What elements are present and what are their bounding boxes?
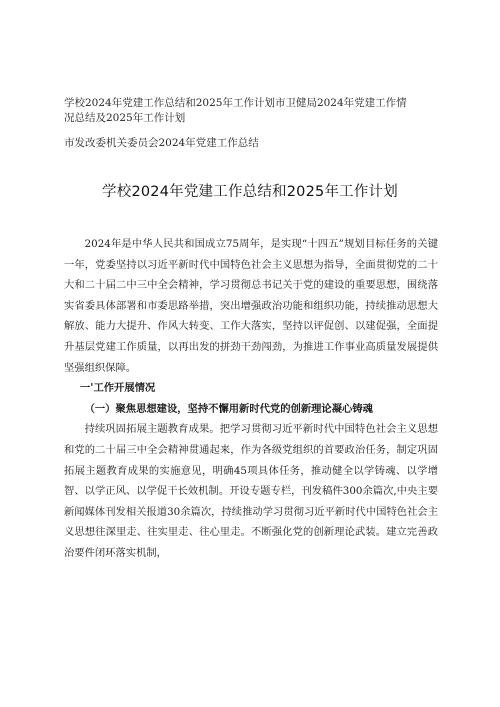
related-documents-list (64, 96, 444, 151)
body-paragraph: 持续巩固拓展主题教育成果。把学习贯彻习近平新时代中国特色社会主义思想和党的二十届三中全会精神贯通起来，作为各级党组织的首要政治任务，制定巩固拓展主题教育成果的实施意见，明确45项具体任务，推动健全以学铸魂、以学增智、以学正风、以学促干长效机制。开设专题专栏，刊发稿件300余篇次,中央主要新闻媒体刊发相关报道30余篇次，持续推动学习贯彻习近平新时代中国特色社会主义思想往深里走、往实里走、往心里走。不断强化党的创新理论武装。建立完善政治要件闭环落实机制， (64, 423, 438, 559)
subsection-heading: （一）聚焦思想建设，坚持不懈用新时代党的创新理论凝心铸魂 (84, 402, 373, 415)
section-heading: 一'工作开展情况 (80, 382, 156, 395)
intro-paragraph: 2024年是中华人民共和国成立75周年，是实现“十四五”规划目标任务的关键一年，党委坚持以习近平新时代中国特色社会主义思想为指导，全面贯彻党的二十大和二十届二中三中全会精神，学习贯彻总书记关于党的建设的重要思想，围绕落实省委具体部署和市委思路举措，突出增强政治功能和组织功能，持续推动思想大解放、能力大提升、作风大转变、工作大落实，坚持以评促创、以建促强，全面提升基层党建工作质量，以再出发的拼劲干劲闯劲，为推进工作事业高质量发展提供坚强组织保障。 (64, 238, 438, 374)
related-document-title[interactable]: 学校2024年党建工作总结和2025年工作计划市卫健局2024年党建工作情 (64, 97, 407, 109)
related-document-title-continued[interactable]: 况总结及2025年工作计划 (64, 112, 186, 124)
related-document-title[interactable]: 市发改委机关委员会2024年党建工作总结 (64, 137, 259, 149)
document-title: 学校2024年党建工作总结和2025年工作计划 (102, 184, 398, 200)
document-body (64, 234, 438, 564)
